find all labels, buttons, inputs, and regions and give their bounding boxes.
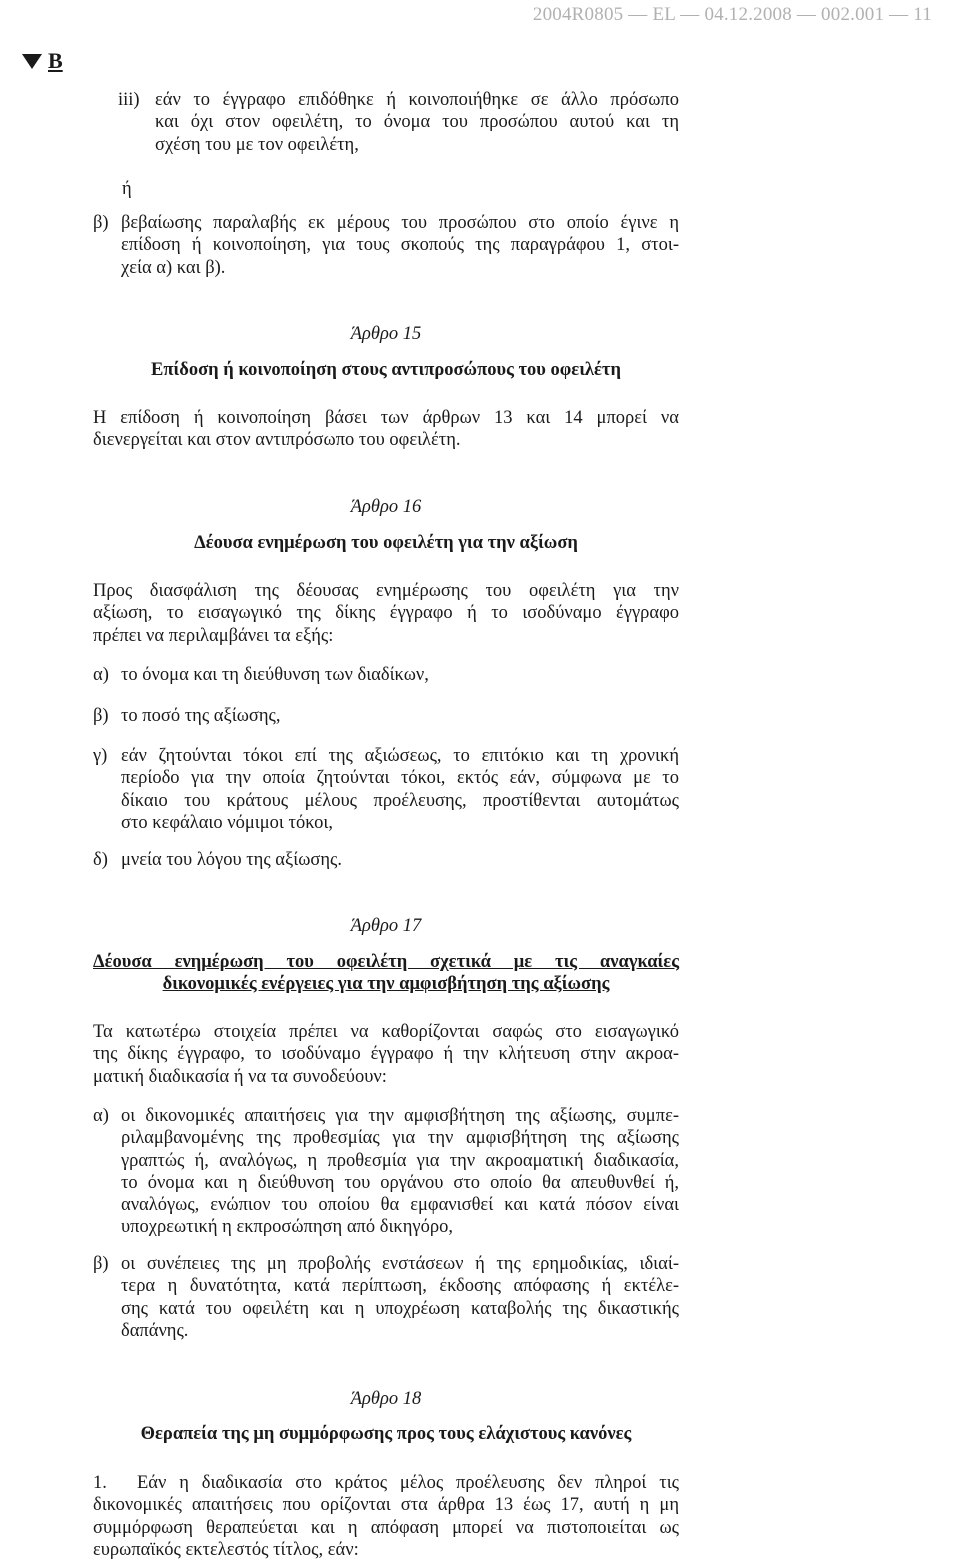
line: Η επίδοση ή κοινοποίηση βάσει των άρθρων 13 και 14 μπορεί να — [93, 408, 679, 428]
line: γραπτώς ή, αναλόγως, η προθεσμία για την ακροαματική διαδικασία, — [121, 1150, 679, 1171]
item-text — [121, 664, 679, 686]
line: δαπάνης. — [121, 1320, 189, 1341]
article-15-heading: Επίδοση ή κοινοποίηση στους αντιπροσώπους του οφειλέτη — [151, 360, 621, 380]
line: χεία α) και β). — [121, 257, 226, 278]
article-15-title: Άρθρο 15 — [350, 324, 422, 344]
list-item-b — [93, 705, 679, 727]
line: συμμόρφωση θεραπεύεται και η απόφαση μπορεί να πιστοποιείται ως — [93, 1517, 679, 1538]
line: μνεία του λόγου της αξίωσης. — [121, 850, 342, 870]
line: σης κατά του οφειλέτη και η υποχρέωση καταβολής της δικαστικής — [121, 1298, 679, 1319]
heading-line: Δέουσα ενημέρωση του οφειλέτη σχετικά με τις αναγκαίες — [93, 952, 679, 972]
paragraph-number: 1. — [93, 1473, 107, 1493]
list-item-a — [93, 664, 679, 686]
list-item-d — [93, 849, 679, 871]
or-connector: ή — [122, 179, 132, 199]
item-label: iii) — [118, 90, 140, 110]
line: σχέση του με τον οφειλέτη, — [155, 134, 359, 155]
line: το όνομα και η διεύθυνση του οργάνου στο οποίο θα απευθυνθεί ή, — [121, 1172, 679, 1193]
list-item-b — [93, 1253, 679, 1342]
page-header — [0, 0, 960, 30]
item-text — [121, 1253, 679, 1342]
article-17-title: Άρθρο 17 — [350, 916, 422, 936]
line: Τα κατωτέρω στοιχεία πρέπει να καθορίζονται σαφώς στο εισαγωγικό — [93, 1022, 679, 1042]
line: ριλαμβανομένης της προθεσμίας για την αμφισβήτηση της αξίωσης — [121, 1128, 679, 1149]
line: περίοδο για την οποία ζητούνται τόκοι, εκτός εάν, σύμφωνα με το — [121, 768, 679, 789]
line: οι δικονομικές απαιτήσεις για την αμφισβήτηση της αξίωσης, συμπε- — [121, 1106, 679, 1126]
item-label: β) — [93, 706, 109, 726]
line: εάν ζητούνται τόκοι επί της αξιώσεως, το επιτόκιο και τη χρονική — [121, 746, 679, 766]
line: βεβαίωσης παραλαβής εκ μέρους του προσώπου στο οποίο έγινε η — [121, 213, 679, 233]
line: ευρωπαϊκός εκτελεστός τίτλος, εάν: — [93, 1539, 359, 1560]
list-item-iii — [118, 89, 679, 156]
list-item-b — [93, 212, 679, 279]
line: το ποσό της αξίωσης, — [121, 706, 281, 726]
heading-line: δικονομικές ενέργειες για την αμφισβήτηση της αξίωσης — [162, 974, 610, 995]
line: Εάν η διαδικασία στο κράτος μέλος προέλευσης δεν πληροί τις — [137, 1473, 679, 1493]
line: στο κεφάλαιο νόμιμοι τόκοι, — [121, 812, 333, 833]
article-17-intro — [93, 1021, 679, 1088]
article-16-title: Άρθρο 16 — [350, 497, 422, 517]
line: της δίκης έγγραφο, το ισοδύναμο έγγραφο ή την κλήτευση στην ακροα- — [93, 1044, 679, 1065]
item-text — [121, 705, 679, 727]
line: διενεργείται και στον αντιπρόσωπο του οφειλέτη. — [93, 430, 461, 451]
line: ματική διαδικασία ή να τα συνοδεύουν: — [93, 1066, 387, 1087]
line: τερα η δυνατότητα, κατά περίπτωση, έκδοσης απόφασης ή εκτέλε- — [121, 1276, 679, 1297]
line: πρέπει να περιλαμβάνει τα εξής: — [93, 625, 334, 646]
item-label: α) — [93, 1106, 109, 1126]
item-label: β) — [93, 1254, 109, 1274]
amendment-letter: B — [48, 48, 63, 73]
line: επίδοση ή κοινοποίηση, για τους σκοπούς της παραγράφου 1, στοι- — [121, 235, 679, 256]
first-line — [93, 1472, 679, 1494]
item-text — [121, 212, 679, 279]
line: οι συνέπειες της μη προβολής ενστάσεων ή της ερημοδικίας, ιδιαί- — [121, 1254, 679, 1274]
item-label: δ) — [93, 850, 108, 870]
article-18-paragraph-1 — [93, 1472, 679, 1561]
article-15-text — [93, 407, 679, 452]
list-item-c — [93, 745, 679, 834]
line: Προς διασφάλιση της δέουσας ενημέρωσης του οφειλέτη για την — [93, 581, 679, 601]
line: και όχι στον οφειλέτη, το όνομα του προσώπου αυτού και τη — [155, 112, 679, 133]
line: αναλόγως, ενώπιον του οποίου θα εμφανισθεί και κατά πόσον είναι — [121, 1195, 679, 1216]
line: αξίωση, το εισαγωγικό της δίκης έγγραφο ή το ισοδύναμο έγγραφο — [93, 603, 679, 624]
line: υποχρεωτική η εκπροσώπηση από δικηγόρο, — [121, 1217, 453, 1238]
triangle-down-icon — [22, 54, 42, 69]
line: εάν το έγγραφο επιδόθηκε ή κοινοποιήθηκε σε άλλο πρόσωπο — [155, 90, 679, 110]
amendment-marker — [22, 48, 63, 74]
item-text — [121, 849, 679, 871]
line: δικονομικές απαιτήσεις που ορίζονται στα άρθρα 13 έως 17, αυτή η μη — [93, 1495, 679, 1516]
item-text — [121, 745, 679, 834]
header-reference: 2004R0805 — EL — 04.12.2008 — 002.001 — 11 — [532, 4, 932, 25]
item-text — [155, 89, 679, 156]
item-label: γ) — [93, 746, 108, 766]
line: το όνομα και τη διεύθυνση των διαδίκων, — [121, 665, 429, 685]
article-18-title: Άρθρο 18 — [350, 1389, 422, 1409]
item-label: β) — [93, 213, 109, 233]
item-label: α) — [93, 665, 109, 685]
list-item-a — [93, 1105, 679, 1239]
line: δίκαιο του κράτους μέλους προέλευσης, προστίθενται αυτομάτως — [121, 790, 679, 811]
article-16-heading: Δέουσα ενημέρωση του οφειλέτη για την αξίωση — [194, 533, 578, 553]
article-17-heading — [93, 951, 679, 996]
article-18-heading: Θεραπεία της μη συμμόρφωσης προς τους ελάχιστους κανόνες — [140, 1424, 632, 1444]
item-text — [121, 1105, 679, 1239]
article-16-intro — [93, 580, 679, 647]
